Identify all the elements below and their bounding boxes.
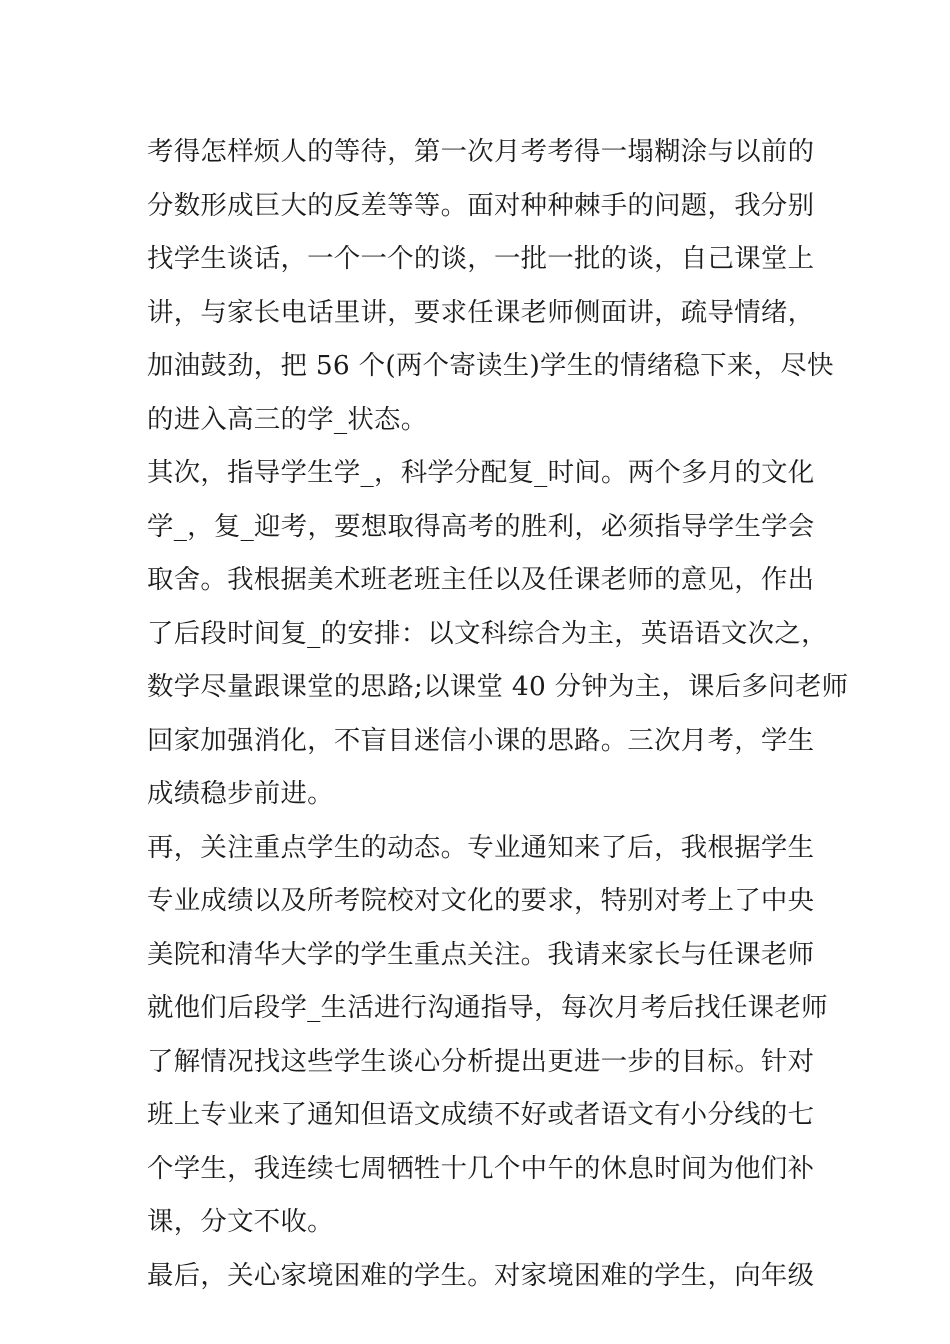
text-line: 数学尽量跟课堂的思路;以课堂 40 分钟为主，课后多问老师 [147,671,849,702]
text-line: 就他们后段学_生活进行沟通指导，每次月考后找任课老师 [147,992,828,1023]
text-line: 回家加强消化，不盲目迷信小课的思路。三次月考，学生 [147,724,815,756]
text-line: 班上专业来了通知但语文成绩不好或者语文有小分线的七 [147,1099,815,1130]
text-line: 的进入高三的学_状态。 [147,403,428,435]
text-line: 成绩稳步前进。 [147,778,334,809]
text-line: 分数形成巨大的反差等等。面对种种棘手的问题，我分别 [147,189,815,221]
text-line: 专业成绩以及所考院校对文化的要求，特别对考上了中央 [147,885,815,916]
text-line: 加油鼓劲，把 56 个(两个寄读生)学生的情绪稳下来，尽快 [147,350,834,381]
text-line: 再，关注重点学生的动态。专业通知来了后，我根据学生 [147,831,815,863]
text-line: 最后，关心家境困难的学生。对家境困难的学生，向年级 [147,1259,815,1291]
document-body [147,129,849,1306]
text-line: 考得怎样烦人的等待，第一次月考考得一塌糊涂与以前的 [147,136,815,167]
text-line: 课，分文不收。 [147,1206,334,1237]
text-line: 讲，与家长电话里讲，要求任课老师侧面讲，疏导情绪， [147,296,815,328]
text-line: 找学生谈话，一个一个的谈，一批一批的谈，自己课堂上 [147,243,815,274]
text-line: 个学生，我连续七周牺牲十几个中午的休息时间为他们补 [147,1152,815,1184]
text-line: 美院和清华大学的学生重点关注。我请来家长与任课老师 [147,938,815,970]
text-line: 其次，指导学生学_，科学分配复_时间。两个多月的文化 [147,457,815,488]
text-line: 了后段时间复_的安排：以文科综合为主，英语语文次之， [147,617,828,649]
text-line: 学_，复_迎考，要想取得高考的胜利，必须指导学生学会 [147,510,815,542]
text-line: 取舍。我根据美术班老班主任以及任课老师的意见，作出 [147,564,815,595]
text-line: 了解情况找这些学生谈心分析提出更进一步的目标。针对 [147,1045,815,1077]
